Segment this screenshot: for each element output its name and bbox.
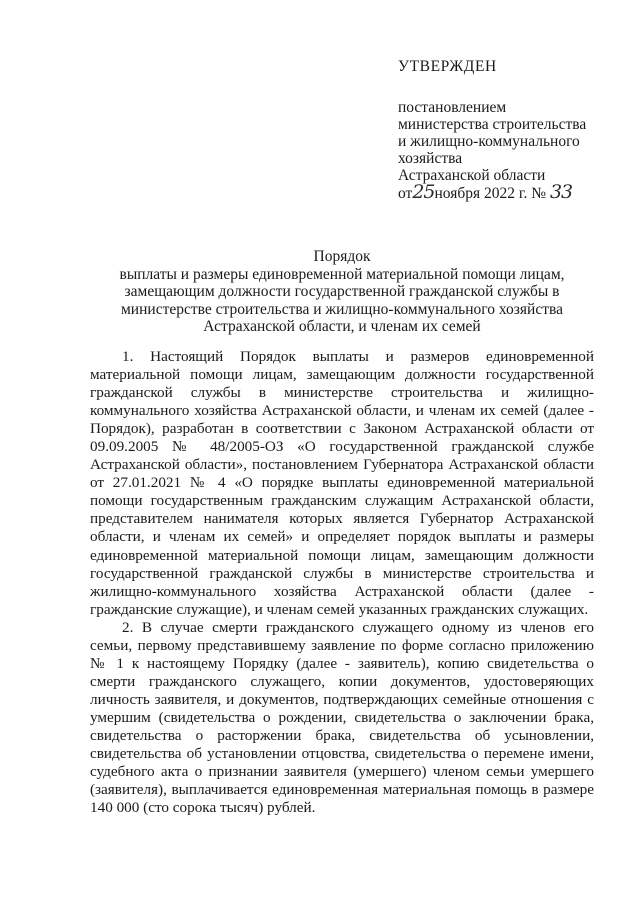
- document-subtitle-line: выплаты и размеры единовременной материальной помощи лицам,: [119, 265, 565, 283]
- approval-date-rest: ноября 2022 г. №: [434, 185, 547, 202]
- paragraph-1: 1. Настоящий Порядок выплаты и размеров единовременной материальной помощи лицам, замещающим должности государственной гражданской службы в министерстве строительства и жилищно-коммунального хозяйства Астраханской области, и членам их семей (далее - Порядок), разработан в соответствии с Законом Астраханской области от 09.09.2005 № 48/2005-ОЗ «О государственной гражданской службе Астраханской области», постановлением Губернатора Астраханской области от 27.01.2021 № 4 «О порядке выплаты единовременной материальной помощи государственным гражданским служащим Астраханской области, представителем нанимателя которых является Губернатор Астраханской области, и членам их семей» и определяет порядок выплаты и размеры единовременной материальной помощи лицам, замещающим должности государственной гражданской службы в министерстве строительства и жилищно-коммунального хозяйства Астраханской области (далее - гражданские служащие), и членам семей указанных гражданских служащих.: [90, 348, 594, 618]
- approval-title: УТВЕРЖДЕН: [398, 58, 497, 75]
- approval-stamp: [398, 58, 618, 202]
- approval-line: и жилищно-коммунального: [398, 133, 580, 150]
- approval-line: хозяйства: [398, 150, 463, 167]
- approval-date-line: [398, 181, 618, 203]
- document-subtitle-line: Астраханской области, и членам их семей: [203, 318, 481, 335]
- document-title: Порядок: [313, 248, 371, 265]
- document-title-block: [92, 248, 592, 336]
- document-subtitle-line: замещающим должности государственной гражданской службы в: [124, 283, 560, 300]
- document-subtitle-line: министерстве строительства и жилищно-коммунального хозяйства: [121, 300, 563, 318]
- approval-line: Астраханской области: [398, 167, 546, 184]
- approval-number-handwritten: 33: [549, 181, 573, 203]
- approval-line: министерства строительства: [398, 116, 587, 133]
- approval-line: постановлением: [398, 99, 507, 116]
- approval-date-day-handwritten: 25: [412, 181, 435, 203]
- document-body: [90, 348, 594, 817]
- paragraph-2: 2. В случае смерти гражданского служащего одному из членов его семьи, первому представившему заявление по форме согласно приложению № 1 к настоящему Порядку (далее - заявитель), копию свидетельства о смерти гражданского служащего, копии документов, удостоверяющих личность заявителя, и документов, подтверждающих семейные отношения с умершим (свидетельства о рождении, свидетельства о заключении брака, свидетельства о расторжении брака, свидетельства об усыновлении, свидетельства об установлении отцовства, свидетельства о перемене имени, судебного акта о признании заявителя (умершего) членом семьи умершего (заявителя), выплачивается единовременная материальная помощь в размере 140 000 (сто сорока тысяч) рублей.: [90, 618, 594, 817]
- approval-date-prefix: от: [398, 185, 413, 202]
